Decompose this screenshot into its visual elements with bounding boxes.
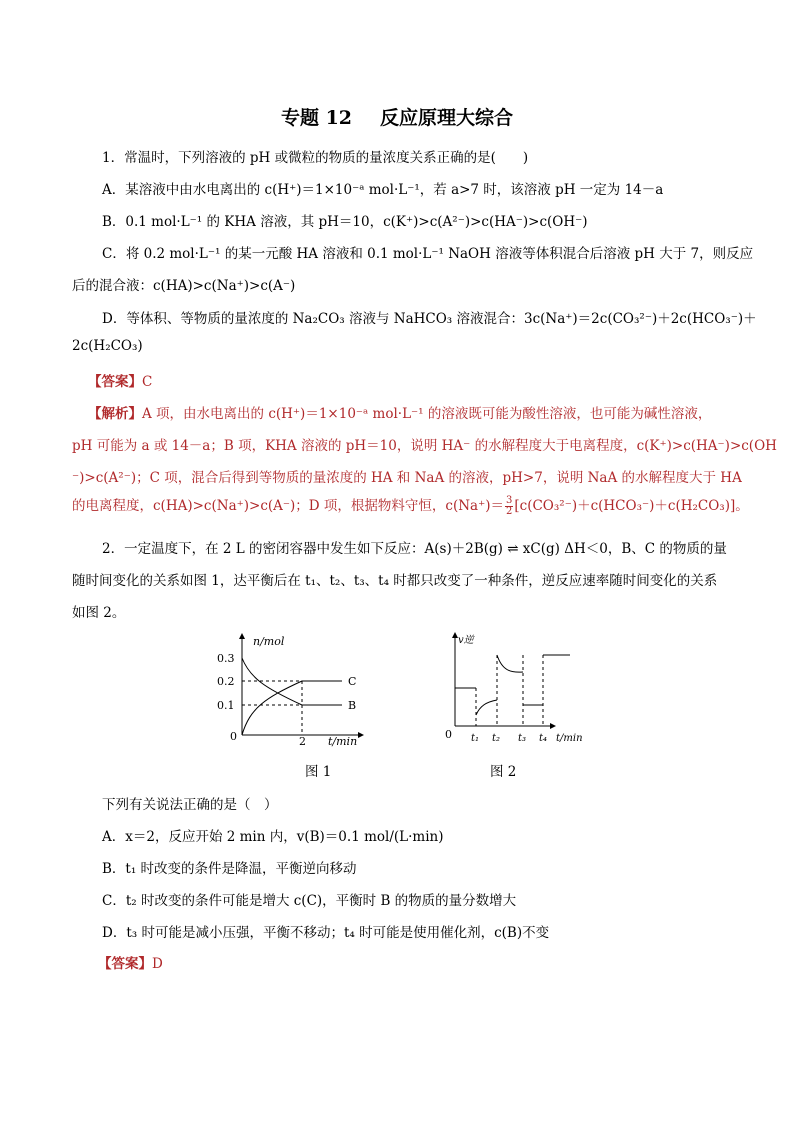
q2-stem-line2: 随时间变化的关系如图 1，达平衡后在 t₁、t₂、t₃、t₄ 时都只改变了一种条件，逆反应速率随时间变化的关系: [72, 573, 718, 589]
q1-answer: [88, 370, 152, 390]
fig2-x-tick-t1: t₁: [471, 733, 480, 744]
fig1-y-label: n/mol: [253, 635, 285, 648]
q2-stem-line1: 2．一定温度下，在 2 L 的密闭容器中发生如下反应：A(s)＋2B(g) ⇌ xC(g) ΔH＜0，B、C 的物质的量: [102, 541, 727, 557]
q2-answer: [98, 952, 163, 972]
fraction-denominator: 2: [506, 506, 513, 517]
page-title: [0, 103, 794, 130]
fig1-y-tick-03: 0.3: [217, 652, 235, 665]
fig2-origin: 0: [445, 728, 452, 741]
fig1-series-b-label: B: [348, 699, 357, 712]
q1-option-d-line2: 2c(H₂CO₃): [72, 338, 143, 354]
q1-analysis-label: 【解析】: [88, 406, 142, 422]
q1-analysis-line1: [88, 402, 711, 422]
q1-option-c-line2: 后的混合液：c(HA)>c(Na⁺)>c(A⁻): [72, 278, 296, 294]
title-main: 反应原理大综合: [380, 107, 514, 129]
figure-2-caption: 图 2: [490, 764, 517, 780]
q2-answer-label: 【答案】: [98, 956, 152, 972]
figure-1-caption: 图 1: [305, 764, 332, 780]
q1-option-a: A．某溶液中由水电离出的 c(H⁺)＝1×10⁻ᵃ mol·L⁻¹，若 a>7 时，该溶液 pH 一定为 14－a: [102, 182, 664, 198]
fig2-segment-3: [497, 655, 523, 672]
title-prefix: 专题 12: [280, 107, 353, 129]
q1-analysis-text4a: 的电离程度，c(HA)>c(Na⁺)>c(A⁻)；D 项，根据物料守恒，c(Na⁺)＝: [72, 498, 504, 514]
fig1-x-label: t/min: [328, 735, 358, 748]
q2-option-c: C．t₂ 时改变的条件可能是增大 c(C)，平衡时 B 的物质的量分数增大: [102, 893, 517, 909]
figure-1-chart: [215, 628, 375, 748]
q2-option-d: D．t₃ 时可能是减小压强，平衡不移动；t₄ 时可能是使用催化剂，c(B)不变: [102, 925, 550, 941]
fraction-numerator: 3: [506, 495, 513, 506]
fig2-segment-2: [476, 700, 497, 715]
q1-analysis-line3: ⁻)>c(A²⁻)；C 项，混合后得到等物质的量浓度的 HA 和 NaA 的溶液，pH>7，说明 NaA 的水解程度大于 HA: [72, 470, 742, 486]
q1-analysis-line2: pH 可能为 a 或 14－a；B 项，KHA 溶液的 pH＝10，说明 HA⁻ 的水解程度大于电离程度，c(K⁺)>c(HA⁻)>c(OH: [72, 438, 777, 454]
q1-option-b: B．0.1 mol·L⁻¹ 的 KHA 溶液，其 pH＝10，c(K⁺)>c(A²⁻)>c(HA⁻)>c(OH⁻): [102, 214, 588, 230]
fig2-x-tick-t3: t₃: [518, 733, 527, 744]
q2-option-a: A．x＝2，反应开始 2 min 内，v(B)＝0.1 mol/(L·min): [102, 829, 444, 845]
fig1-x-tick: 2: [299, 735, 306, 748]
figure-2-chart: [440, 628, 600, 748]
fig2-x-label: t/min: [556, 733, 583, 744]
q1-stem: 1．常温时，下列溶液的 pH 或微粒的物质的量浓度关系正确的是( ): [102, 150, 529, 166]
q2-stem-line3: 如图 2。: [72, 605, 126, 621]
fig2-x-tick-t4: t₄: [539, 733, 548, 744]
q2-option-b: B．t₁ 时改变的条件是降温，平衡逆向移动: [102, 861, 357, 877]
fig1-y-tick-02: 0.2: [217, 675, 235, 688]
q2-answer-value: D: [152, 956, 163, 972]
fig2-y-label: v逆: [458, 635, 474, 646]
fig2-x-tick-t2: t₂: [492, 733, 501, 744]
q1-option-c-line1: C．将 0.2 mol·L⁻¹ 的某一元酸 HA 溶液和 0.1 mol·L⁻¹ NaOH 溶液等体积混合后溶液 pH 大于 7，则反应: [102, 246, 754, 262]
fig1-y-tick-01: 0.1: [217, 699, 235, 712]
q1-analysis-text4b: [c(CO₃²⁻)＋c(HCO₃⁻)＋c(H₂CO₃)]。: [514, 498, 749, 514]
fraction: [505, 496, 513, 517]
q1-answer-value: C: [142, 374, 153, 390]
fig1-origin: 0: [230, 730, 237, 743]
q2-question: 下列有关说法正确的是（ ）: [102, 797, 278, 813]
q1-analysis-line4: [72, 494, 749, 517]
q1-answer-label: 【答案】: [88, 374, 142, 390]
q1-analysis-text1: A 项，由水电离出的 c(H⁺)＝1×10⁻ᵃ mol·L⁻¹ 的溶液既可能为酸性溶液，也可能为碱性溶液，: [142, 406, 712, 422]
fig1-series-c: [242, 681, 342, 735]
q1-option-d-line1: D．等体积、等物质的量浓度的 Na₂CO₃ 溶液与 NaHCO₃ 溶液混合：3c(Na⁺)＝2c(CO₃²⁻)＋2c(HCO₃⁻)＋: [102, 311, 757, 327]
fig1-series-c-label: C: [348, 675, 357, 688]
